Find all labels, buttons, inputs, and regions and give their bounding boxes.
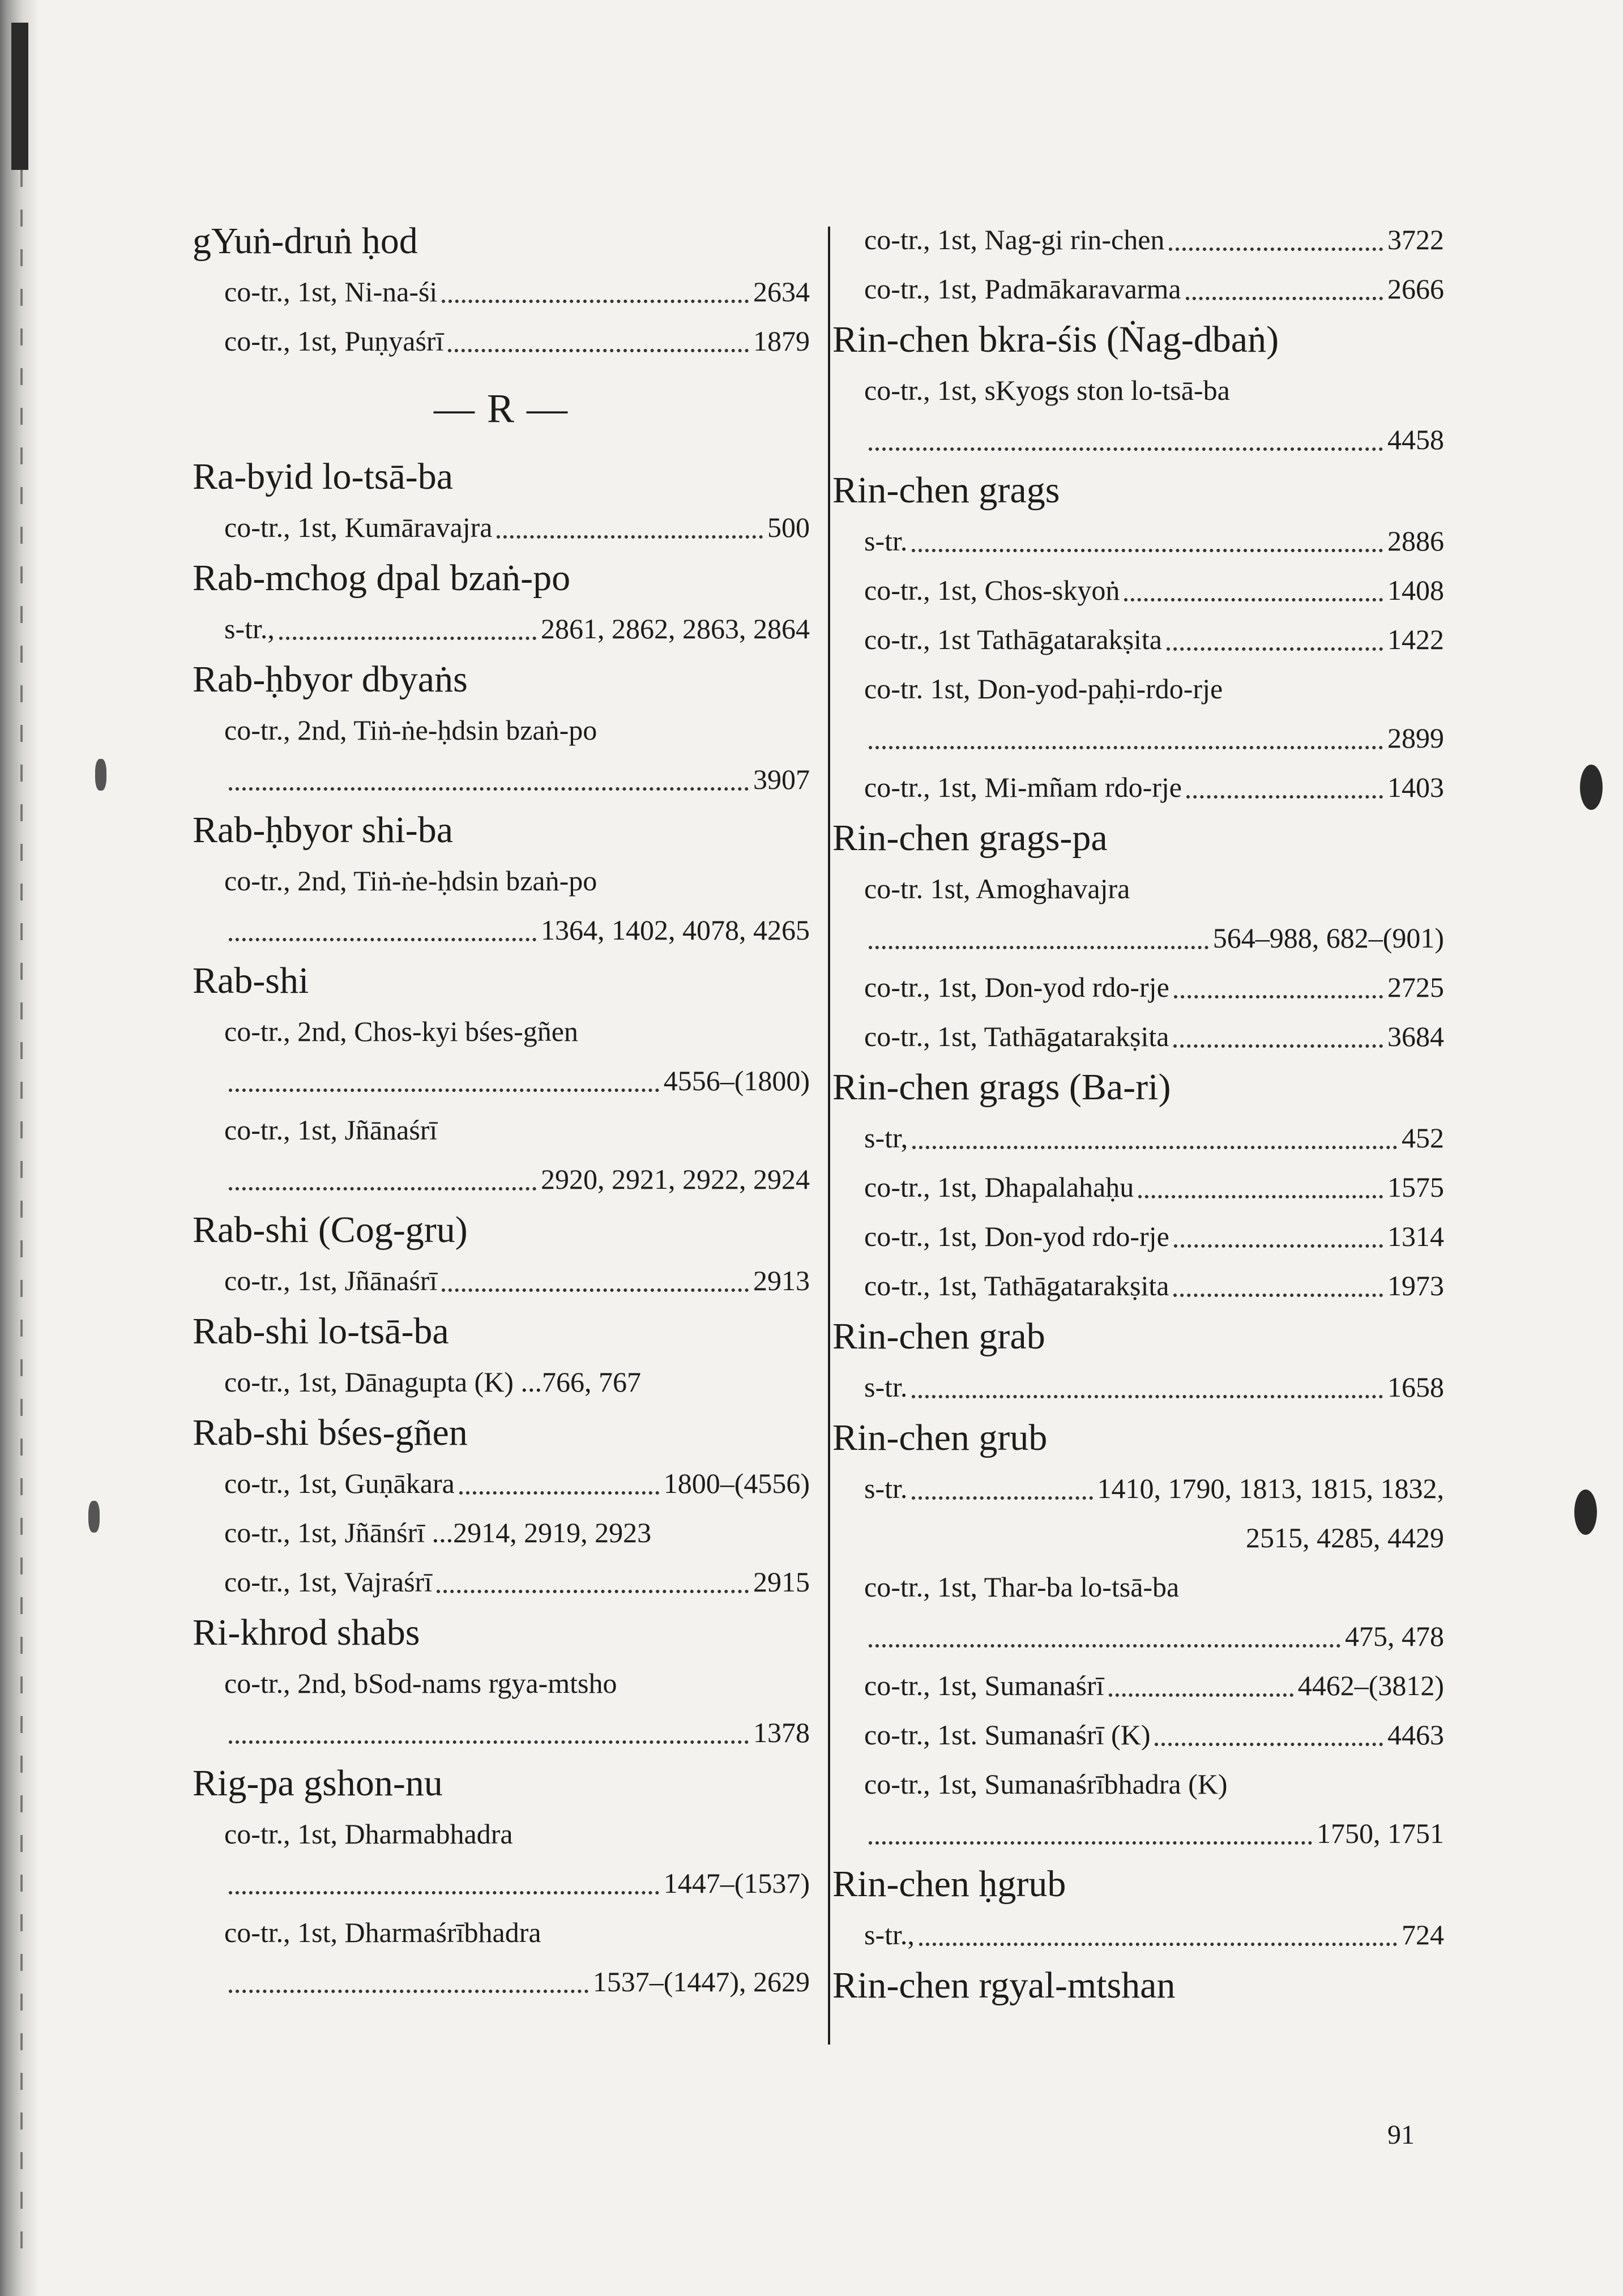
entry-line bbox=[193, 1459, 810, 1508]
dot-leader bbox=[912, 1464, 1092, 1500]
dot-leader bbox=[459, 1459, 659, 1495]
entry-translator: co-tr., 1st, Thar-ba lo-tsā-ba bbox=[864, 1571, 1180, 1603]
entry-translator: s-tr. bbox=[864, 1371, 908, 1403]
index-entry bbox=[193, 215, 810, 366]
entry-line bbox=[832, 215, 1444, 264]
entry-line bbox=[193, 1908, 810, 1957]
entry-heading: Rin-chen grags (Ba-ri) bbox=[832, 1066, 1171, 1108]
dot-leader bbox=[1124, 566, 1383, 601]
entry-heading: Rin-chen grub bbox=[832, 1417, 1048, 1458]
entry-translator: co-tr., 1st, Dharmaśrībhadra bbox=[224, 1917, 541, 1948]
entry-line bbox=[193, 604, 810, 654]
index-entry bbox=[193, 1607, 810, 1757]
entry-heading: Ra-byid lo-tsā-ba bbox=[193, 456, 454, 497]
dot-leader bbox=[229, 1056, 659, 1092]
entry-line bbox=[193, 1358, 810, 1407]
entry-line bbox=[193, 856, 810, 906]
dot-leader bbox=[1174, 963, 1383, 998]
entry-translator: co-tr., 1st, Don-yod rdo-rje bbox=[864, 971, 1169, 1003]
entry-reference: 4463 bbox=[1387, 1719, 1444, 1751]
entry-reference: 2920, 2921, 2922, 2924 bbox=[541, 1163, 810, 1195]
entry-reference: 1800–(4556) bbox=[663, 1467, 810, 1499]
entry-reference: 4556–(1800) bbox=[663, 1065, 810, 1096]
entry-translator: co-tr., 1st, Kumāravajra bbox=[224, 511, 493, 543]
entry-heading: Rab-shi lo-tsā-ba bbox=[193, 1311, 449, 1352]
entry-line bbox=[193, 1708, 810, 1757]
dot-leader bbox=[442, 267, 749, 303]
dot-leader bbox=[919, 1910, 1397, 1946]
entry-line bbox=[193, 1957, 810, 2007]
entry-translator: co-tr., 1st. Sumanaśrī (K) bbox=[864, 1719, 1151, 1751]
scan-edge-mark bbox=[11, 23, 28, 170]
entry-line bbox=[832, 1661, 1444, 1710]
entry-reference: 1408 bbox=[1387, 574, 1444, 606]
index-entry bbox=[832, 1960, 1444, 2012]
dot-leader bbox=[1186, 763, 1383, 799]
entry-reference: 1314 bbox=[1387, 1220, 1444, 1252]
entry-reference: 1364, 1402, 4078, 4265 bbox=[541, 914, 810, 946]
entry-line bbox=[832, 664, 1444, 714]
index-entry bbox=[832, 314, 1444, 464]
entry-line bbox=[832, 963, 1444, 1012]
index-entry bbox=[832, 215, 1444, 314]
entry-reference: 2666 bbox=[1387, 273, 1444, 305]
dot-leader bbox=[869, 415, 1383, 451]
index-entry bbox=[832, 1311, 1444, 1412]
scan-edge-dashes bbox=[20, 170, 23, 2265]
entry-translator: co-tr., 1st, Dharmabhadra bbox=[224, 1818, 513, 1850]
entry-line bbox=[832, 615, 1444, 664]
entry-translator: co-tr., 1st, Dānagupta (K) ...766, 767 bbox=[224, 1366, 641, 1398]
entry-reference: 1447–(1537) bbox=[663, 1867, 810, 1899]
dot-leader bbox=[448, 317, 749, 352]
entry-line bbox=[832, 1113, 1444, 1163]
dot-leader bbox=[869, 714, 1383, 749]
index-entry bbox=[832, 1412, 1444, 1858]
entry-line bbox=[193, 317, 810, 366]
index-entry bbox=[832, 1858, 1444, 1960]
entry-line bbox=[193, 1106, 810, 1155]
page-number: 91 bbox=[1387, 2120, 1415, 2150]
entry-line bbox=[193, 1256, 810, 1305]
entry-heading: Rin-chen grags-pa bbox=[832, 817, 1108, 859]
entry-heading: Rin-chen rgyal-mtshan bbox=[832, 1965, 1176, 2006]
entry-heading: gYuṅ-druṅ ḥod bbox=[193, 220, 418, 262]
entry-reference: 2913 bbox=[753, 1265, 810, 1296]
entry-translator: co-tr., 1st Tathāgatarakṣita bbox=[864, 624, 1162, 655]
entry-reference: 724 bbox=[1402, 1919, 1444, 1951]
entry-reference: 500 bbox=[767, 511, 810, 543]
index-entry bbox=[193, 955, 810, 1204]
entry-heading: Ri-khrod shabs bbox=[193, 1612, 420, 1653]
dot-leader bbox=[912, 1113, 1397, 1149]
entry-translator: co-tr. 1st, Don-yod-paḥi-rdo-rje bbox=[864, 673, 1223, 705]
entry-reference: 2861, 2862, 2863, 2864 bbox=[541, 613, 810, 645]
entry-translator: s-tr., bbox=[224, 613, 275, 645]
dot-leader bbox=[437, 1557, 749, 1593]
entry-line bbox=[193, 1056, 810, 1106]
entry-translator: co-tr., 1st, Vajraśrī bbox=[224, 1566, 433, 1598]
dot-leader bbox=[229, 1957, 588, 1993]
entry-translator: s-tr. bbox=[864, 1473, 908, 1504]
index-column-right bbox=[832, 215, 1444, 2012]
index-entry bbox=[193, 552, 810, 654]
dot-leader bbox=[1167, 615, 1383, 651]
dot-leader bbox=[497, 503, 763, 539]
entry-reference: 2886 bbox=[1387, 525, 1444, 557]
index-entry bbox=[832, 464, 1444, 812]
entry-translator: co-tr., 1st, Tathāgatarakṣita bbox=[864, 1270, 1169, 1301]
entry-line bbox=[832, 1710, 1444, 1760]
column-divider bbox=[828, 227, 830, 2045]
dot-leader bbox=[229, 755, 749, 791]
entry-line bbox=[193, 755, 810, 804]
dot-leader bbox=[1138, 1163, 1383, 1198]
entry-translator: co-tr. 1st, Amoghavajra bbox=[864, 873, 1130, 904]
entry-reference: 564–988, 682–(901) bbox=[1212, 922, 1444, 954]
entry-reference: 2725 bbox=[1387, 971, 1444, 1003]
entry-line bbox=[832, 1910, 1444, 1960]
dot-leader bbox=[442, 1256, 749, 1292]
entry-heading: Rab-mchog dpal bzaṅ-po bbox=[193, 557, 571, 599]
scan-edge-shadow bbox=[0, 0, 40, 2296]
entry-line bbox=[193, 1859, 810, 1908]
entry-reference: 1410, 1790, 1813, 1815, 1832, bbox=[1097, 1473, 1444, 1504]
entry-translator: co-tr., 1st, Sumanaśrībhadra (K) bbox=[864, 1768, 1228, 1800]
dot-leader bbox=[1109, 1661, 1293, 1697]
entry-line bbox=[193, 1659, 810, 1708]
entry-translator: co-tr., 1st, Mi-mñam rdo-rje bbox=[864, 771, 1182, 803]
entry-translator: co-tr., 2nd, bSod-nams rgya-mtsho bbox=[224, 1667, 617, 1699]
dot-leader bbox=[1174, 1212, 1383, 1248]
entry-translator: co-tr., 1st, Jñānaśrī bbox=[224, 1265, 438, 1296]
entry-reference: 1403 bbox=[1387, 771, 1444, 803]
index-entry bbox=[193, 1757, 810, 2007]
entry-translator: co-tr., 1st, Dhapalahaḥu bbox=[864, 1171, 1134, 1203]
entry-translator: s-tr., bbox=[864, 1919, 915, 1951]
index-entry bbox=[193, 1204, 810, 1305]
entry-reference: 3907 bbox=[753, 763, 810, 795]
entry-reference: 4458 bbox=[1387, 424, 1444, 455]
entry-line bbox=[832, 714, 1444, 763]
entry-reference: 1973 bbox=[1387, 1270, 1444, 1301]
dot-leader bbox=[1155, 1710, 1383, 1746]
entry-line bbox=[832, 763, 1444, 812]
entry-translator: co-tr., 1st, sKyogs ston lo-tsā-ba bbox=[864, 374, 1230, 406]
entry-line bbox=[832, 1760, 1444, 1809]
entry-line bbox=[193, 906, 810, 955]
entry-reference: 2515, 4285, 4429 bbox=[1246, 1522, 1444, 1554]
entry-line bbox=[193, 1508, 810, 1557]
entry-translator: co-tr., 2nd, Tiṅ-ṅe-ḥdsin bzaṅ-po bbox=[224, 714, 597, 746]
dot-leader bbox=[869, 914, 1208, 949]
dot-leader bbox=[279, 604, 536, 640]
entry-line bbox=[193, 1557, 810, 1607]
entry-translator: co-tr., 1st, Guṇākara bbox=[224, 1467, 455, 1499]
entry-heading: Rab-shi bśes-gñen bbox=[193, 1412, 468, 1453]
entry-heading: Rin-chen grags bbox=[832, 470, 1060, 511]
entry-reference: 1537–(1447), 2629 bbox=[592, 1966, 810, 1998]
entry-line bbox=[832, 1612, 1444, 1661]
dot-leader bbox=[1173, 1012, 1383, 1048]
entry-line bbox=[832, 1464, 1444, 1513]
index-entry bbox=[193, 1305, 810, 1407]
entry-translator: co-tr., 1st, Jñānśrī ...2914, 2919, 2923 bbox=[224, 1517, 652, 1548]
entry-reference: 452 bbox=[1402, 1122, 1444, 1154]
dot-leader bbox=[869, 1612, 1340, 1648]
index-entry bbox=[193, 1407, 810, 1607]
entry-line bbox=[193, 706, 810, 755]
entry-translator: co-tr., 1st, Don-yod rdo-rje bbox=[864, 1220, 1169, 1252]
entry-line bbox=[832, 517, 1444, 566]
entry-heading: Rig-pa gshon-nu bbox=[193, 1762, 443, 1804]
entry-reference: 3722 bbox=[1387, 224, 1444, 255]
entry-reference: 4462–(3812) bbox=[1297, 1670, 1444, 1701]
entry-line bbox=[832, 264, 1444, 314]
index-entry bbox=[832, 812, 1444, 1061]
dot-leader bbox=[912, 517, 1383, 552]
entry-heading: Rab-ḥbyor shi-ba bbox=[193, 809, 454, 851]
entry-heading: Rab-shi bbox=[193, 960, 309, 1001]
entry-reference: 1658 bbox=[1387, 1371, 1444, 1403]
dot-leader bbox=[229, 1708, 749, 1744]
binder-hole bbox=[1574, 1490, 1597, 1535]
entry-reference: 1575 bbox=[1387, 1171, 1444, 1203]
index-entry bbox=[832, 1061, 1444, 1311]
entry-reference: 2899 bbox=[1387, 722, 1444, 754]
dot-leader bbox=[229, 1859, 659, 1894]
index-column-left bbox=[193, 215, 810, 2007]
dot-leader bbox=[912, 1363, 1383, 1398]
entry-translator: co-tr., 2nd, Tiṅ-ṅe-ḥdsin bzaṅ-po bbox=[224, 865, 597, 897]
entry-line bbox=[832, 566, 1444, 615]
dot-leader bbox=[229, 1155, 536, 1190]
entry-line bbox=[832, 1261, 1444, 1311]
entry-line bbox=[193, 1155, 810, 1204]
index-entry bbox=[193, 804, 810, 955]
section-letter: — R — bbox=[433, 386, 569, 431]
entry-line bbox=[832, 366, 1444, 415]
entry-translator: co-tr., 1st, Sumanaśrī bbox=[864, 1670, 1104, 1701]
entry-reference: 2634 bbox=[753, 276, 810, 308]
entry-reference: 2915 bbox=[753, 1566, 810, 1598]
dot-leader bbox=[1169, 215, 1383, 251]
entry-line bbox=[832, 1809, 1444, 1858]
entry-reference: 3684 bbox=[1387, 1021, 1444, 1052]
entry-reference: 1378 bbox=[753, 1717, 810, 1748]
entry-line bbox=[832, 1563, 1444, 1612]
scan-spot bbox=[95, 759, 106, 791]
entry-heading: Rin-chen ḥgrub bbox=[832, 1863, 1066, 1905]
entry-line bbox=[832, 1513, 1444, 1563]
entry-translator: s-tr. bbox=[864, 525, 908, 557]
dot-leader bbox=[229, 906, 536, 941]
entry-line bbox=[193, 1810, 810, 1859]
entry-reference: 1422 bbox=[1387, 624, 1444, 655]
entry-line bbox=[832, 1212, 1444, 1261]
entry-heading: Rab-ḥbyor dbyaṅs bbox=[193, 659, 468, 700]
entry-reference: 475, 478 bbox=[1345, 1620, 1444, 1652]
entry-line bbox=[832, 1363, 1444, 1412]
entry-line bbox=[193, 1007, 810, 1056]
entry-translator: co-tr., 1st, Nag-gi rin-chen bbox=[864, 224, 1165, 255]
dot-leader bbox=[869, 1809, 1312, 1845]
entry-translator: co-tr., 1st, Jñānaśrī bbox=[224, 1114, 438, 1146]
entry-translator: s-tr, bbox=[864, 1122, 908, 1154]
index-entry bbox=[193, 654, 810, 804]
dot-leader bbox=[1173, 1261, 1383, 1297]
entry-line bbox=[832, 914, 1444, 963]
entry-translator: co-tr., 1st, Ni-na-śi bbox=[224, 276, 438, 308]
entry-translator: co-tr., 1st, Padmākaravarma bbox=[864, 273, 1181, 305]
entry-heading: Rab-shi (Cog-gru) bbox=[193, 1209, 468, 1251]
entry-reference: 1750, 1751 bbox=[1317, 1817, 1444, 1849]
dot-leader bbox=[1186, 264, 1383, 300]
entry-heading: Rin-chen bkra-śis (Ṅag-dbaṅ) bbox=[832, 319, 1279, 360]
entry-line bbox=[193, 503, 810, 552]
entry-translator: co-tr., 2nd, Chos-kyi bśes-gñen bbox=[224, 1015, 578, 1047]
entry-line bbox=[832, 1163, 1444, 1212]
entry-heading: Rin-chen grab bbox=[832, 1316, 1045, 1357]
entry-translator: co-tr., 1st, Puṇyaśrī bbox=[224, 325, 444, 357]
entry-translator: co-tr., 1st, Chos-skyoṅ bbox=[864, 574, 1120, 606]
entry-line bbox=[832, 864, 1444, 914]
entry-line bbox=[832, 1012, 1444, 1061]
scan-spot bbox=[88, 1501, 100, 1533]
entry-line bbox=[832, 415, 1444, 464]
entry-reference: 1879 bbox=[753, 325, 810, 357]
entry-translator: co-tr., 1st, Tathāgatarakṣita bbox=[864, 1021, 1169, 1052]
entry-line bbox=[193, 267, 810, 317]
index-entry bbox=[193, 451, 810, 552]
binder-hole bbox=[1580, 765, 1603, 810]
